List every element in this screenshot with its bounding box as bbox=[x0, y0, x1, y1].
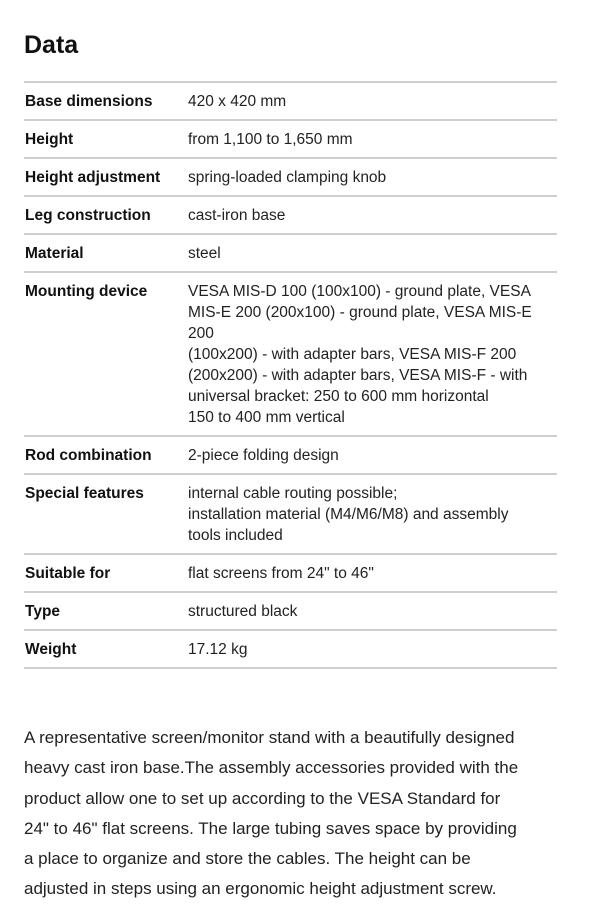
spec-label: Weight bbox=[25, 641, 77, 658]
spec-value: cast-iron base bbox=[188, 207, 286, 224]
spec-value: 17.12 kg bbox=[188, 641, 248, 658]
spec-value: structured black bbox=[188, 603, 298, 620]
spec-value: 2-piece folding design bbox=[188, 447, 339, 464]
table-row bbox=[24, 158, 557, 196]
spec-label: Mounting device bbox=[25, 283, 148, 300]
spec-label: Height bbox=[25, 131, 74, 148]
table-row bbox=[24, 82, 557, 120]
spec-value: steel bbox=[188, 245, 221, 262]
table-row bbox=[24, 196, 557, 234]
spec-label: Material bbox=[25, 245, 84, 262]
table-row bbox=[24, 474, 557, 554]
table-row bbox=[24, 630, 557, 668]
spec-label: Special features bbox=[25, 485, 144, 502]
spec-label: Type bbox=[25, 603, 61, 620]
table-row bbox=[24, 554, 557, 592]
spec-value: from 1,100 to 1,650 mm bbox=[188, 131, 353, 148]
table-row bbox=[24, 120, 557, 158]
spec-label: Leg construction bbox=[25, 207, 151, 224]
table-row bbox=[24, 234, 557, 272]
table-row bbox=[24, 436, 557, 474]
spec-value: flat screens from 24" to 46" bbox=[188, 565, 374, 582]
spec-value: VESA MIS-D 100 (100x100) - ground plate, VESA MIS-E 200 (200x100) - ground plate, VESA MIS-E 200 (100x200) - with adapter bars, VESA MIS-F 200 (200x200) - with adapter bars, VESA MIS-F - with universal bracket: 250 to 600 mm horizontal 150 to 400 mm vertical bbox=[188, 283, 532, 426]
specs-table bbox=[24, 81, 557, 669]
section-title: Data bbox=[24, 31, 79, 59]
spec-label: Height adjustment bbox=[25, 169, 161, 186]
spec-label: Base dimensions bbox=[25, 93, 153, 110]
spec-value: 420 x 420 mm bbox=[188, 93, 287, 110]
product-description: A representative screen/monitor stand with a beautifully designed heavy cast iron base.The assembly accessories provided with the product allow one to set up according to the VESA Standard for 24" to 46" flat screens. The large tubing saves space by providing a place to organize and store the cables. The height can be adjusted in steps using an ergonomic height adjustment screw. bbox=[24, 728, 519, 899]
table-row bbox=[24, 272, 557, 436]
spec-value: spring-loaded clamping knob bbox=[188, 169, 387, 186]
spec-value: internal cable routing possible; installation material (M4/M6/M8) and assembly tools included bbox=[188, 485, 509, 544]
spec-label: Rod combination bbox=[25, 447, 152, 464]
table-row bbox=[24, 592, 557, 630]
spec-label: Suitable for bbox=[25, 565, 111, 582]
